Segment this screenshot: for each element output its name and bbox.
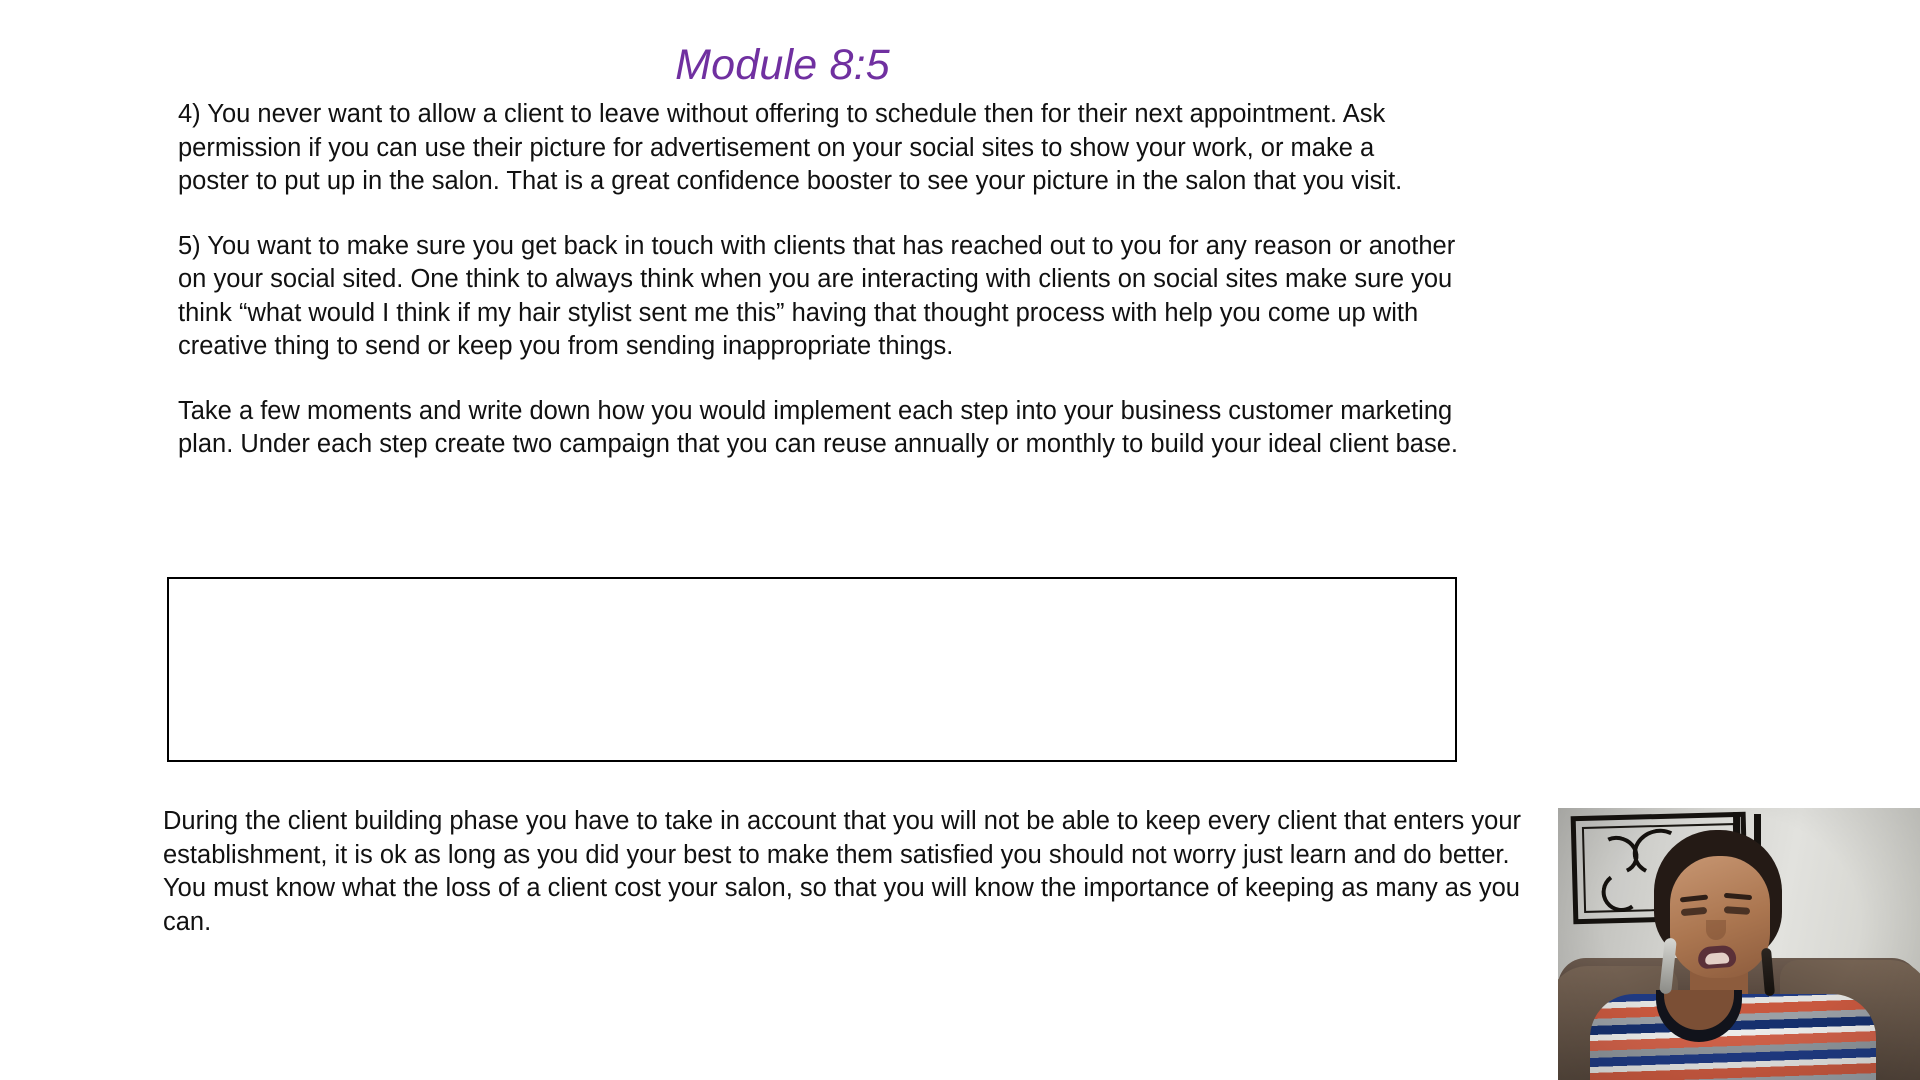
footer-content <box>163 805 1533 939</box>
page-title: Module 8:5 <box>675 41 890 89</box>
mouth-inner <box>1705 952 1730 965</box>
webcam-video-frame <box>1558 808 1920 1080</box>
paragraph-activity-prompt: Take a few moments and write down how you would implement each step into your business customer marketing plan. Under each step create two campaign that you can reuse annually or monthly to build your ideal client base. <box>178 396 1459 458</box>
empty-answer-box[interactable] <box>167 577 1457 762</box>
body-content <box>178 98 1468 462</box>
mouth <box>1697 945 1736 970</box>
presenter-webcam-overlay[interactable] <box>1558 808 1920 1080</box>
paragraph-footer: During the client building phase you have to take in account that you will not be able to keep every client that enters your establishment, it is ok as long as you did your best to make them satisfied you should not worry just learn and do better. You must know what the loss of a client cost your salon, so that you will know the importance of keeping as many as you can. <box>163 807 1521 936</box>
nose <box>1706 920 1726 940</box>
paragraph-point-5: 5) You want to make sure you get back in touch with clients that has reached out to you for any reason or another on your social sited. One think to always think when you are interacting with clients on social sites make sure you think “what would I think if my hair stylist sent me this” having that thought process with help you come up with creative thing to send or keep you from sending inappropriate things. <box>178 231 1456 360</box>
paragraph-point-4: 4) You never want to allow a client to leave without offering to schedule then for their next appointment. Ask permission if you can use their picture for advertisement on your social sites to show your work, or make a poster to put up in the salon. That is a great confidence booster to see your picture in the salon that you visit. <box>178 100 1403 195</box>
